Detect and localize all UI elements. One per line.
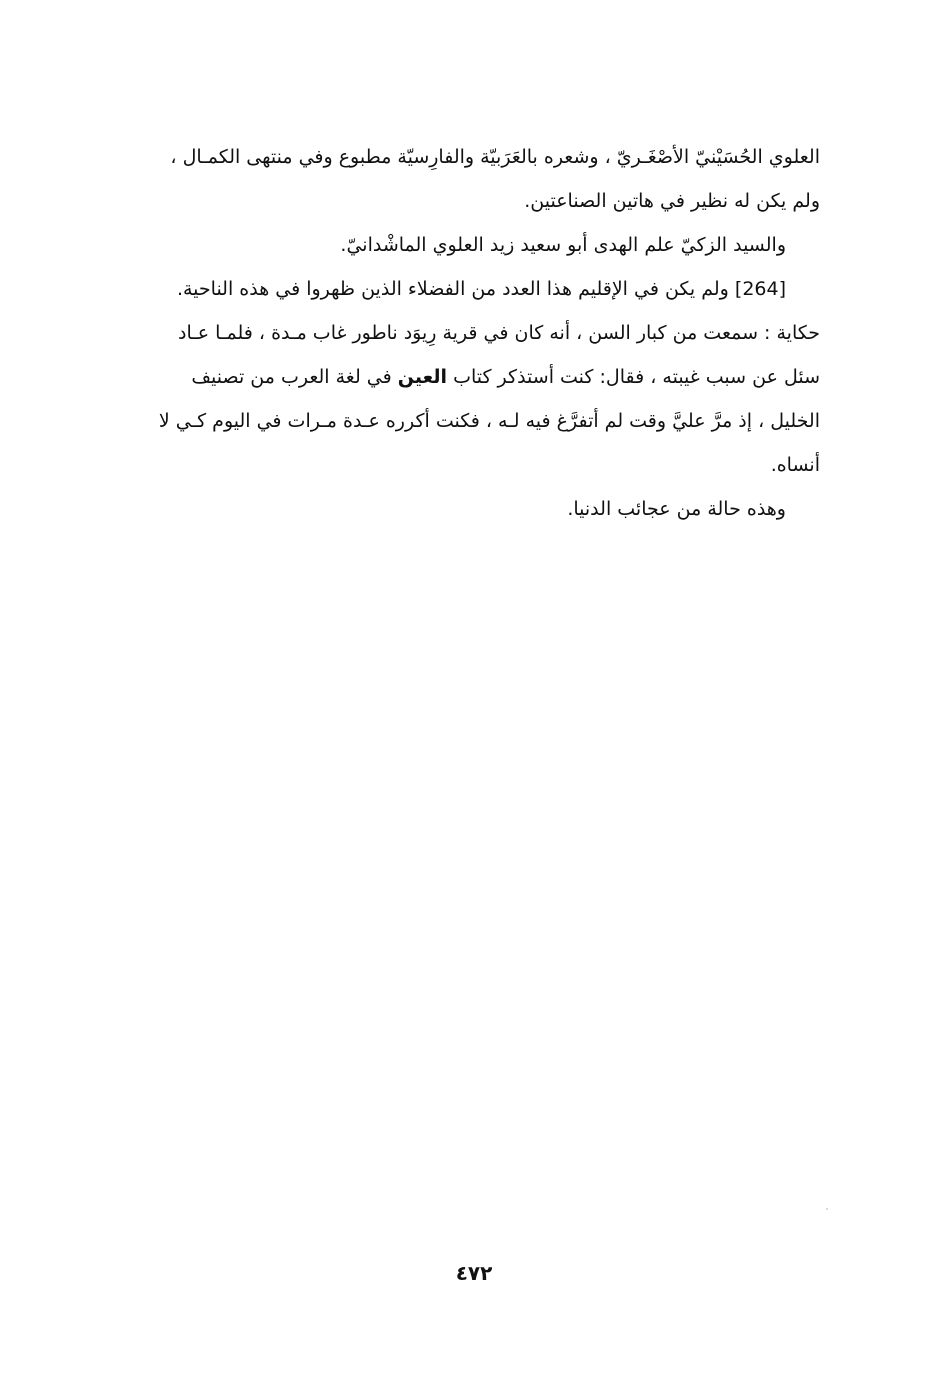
line-6: سئل عن سبب غيبته ، فقال: كنت أستذكر كتاب [453,366,820,388]
body-text [95,135,820,531]
line-4: ولم يكن في الإقليم هذا العدد من الفضلاء الذين ظهروا في هذه الناحية. [176,278,729,300]
line-1: العلوي الحُسَيْنيّ الأصْغَـريّ ، وشعره بالعَرَبيّة والفارِسيّة مطبوع وفي منتهى الكمـال ، [170,146,820,168]
line-9: وهذه حالة من عجائب الدنيا. [567,498,786,520]
line-2: ولم يكن له نظير في هاتين الصناعتين. [524,190,820,212]
book-title: العين [397,366,448,388]
page-number: ٤٧٢ [455,1261,493,1285]
reference-number: [264] [734,278,786,300]
line-8: أنساه. [770,454,820,476]
paragraph-4 [95,311,820,487]
line-6-end: في لغة العرب من تصنيف [191,366,392,388]
line-5: حكاية : سمعت من كبار السن ، أنه كان في قرية رِيوَد ناطور غاب مـدة ، فلمـا عـاد [177,322,820,344]
paragraph-1 [95,135,820,223]
paragraph-3 [95,267,820,311]
line-3: والسيد الزكيّ علم الهدى أبو سعيد زيد العلوي الماشْدانيّ. [340,234,786,256]
paragraph-2 [95,223,820,267]
scan-speck [826,1208,828,1210]
paragraph-5 [95,487,820,531]
line-7: الخليل ، إذ مرَّ عليَّ وقت لم أتفرَّغ فيه لـه ، فكنت أكرره عـدة مـرات في اليوم كـي لا [158,410,820,432]
